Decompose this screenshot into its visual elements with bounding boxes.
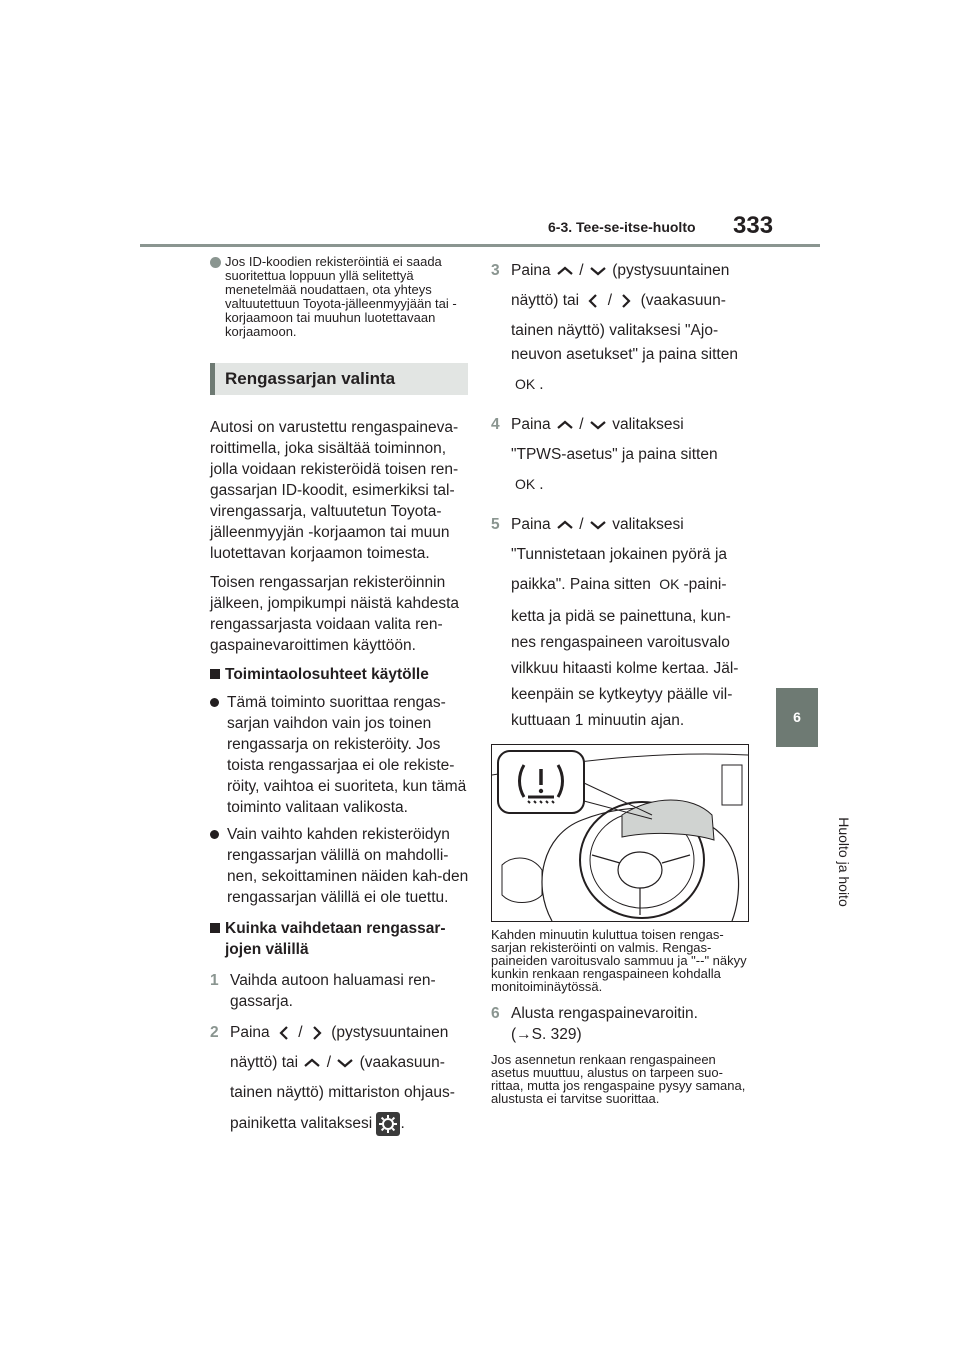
dashboard-illustration	[491, 744, 749, 922]
chapter-tab: 6	[776, 688, 818, 747]
period: .	[400, 1115, 405, 1133]
chapter-label	[776, 757, 852, 907]
steering-wheel-drawing	[492, 745, 748, 921]
period: .	[539, 476, 544, 493]
step-text: Vaihda autoon haluamasi ren-gassarja.	[230, 972, 436, 1010]
chevron-down-icon	[588, 517, 608, 533]
step-body	[511, 514, 753, 734]
right-column	[491, 260, 753, 1115]
chevron-right-icon	[307, 1025, 327, 1041]
step-line: tainen näyttö) mittariston ohjaus-	[230, 1084, 455, 1101]
subheading-howto-text: Kuinka vaihdetaan rengassar-jojen välillä	[225, 920, 446, 958]
slash: /	[579, 262, 584, 279]
step-word: painiketta valitaksesi	[230, 1115, 373, 1133]
step-number: 6	[491, 1005, 500, 1022]
note-text: Jos ID-koodien rekisteröintiä ei saada suoritettua loppuun yllä selitettyä menetelmää noudattaen, ota yhteys valtuutettuun Toyota-jälleenmyyjään tai -korjaamoon tai muuhun luotettavaan korjaamoon.	[225, 254, 457, 339]
left-column	[210, 255, 472, 1152]
step-word: Paina	[511, 516, 551, 533]
intro-paragraph-2: Toisen rengassarjan rekisteröinnin jälkeen, jompikumpi näistä kahdesta rengassarjasta voidaan valita ren-gaspainevaroittimen käyttöön.	[210, 574, 459, 654]
step-line	[511, 574, 753, 604]
slash: /	[326, 1054, 331, 1071]
step-line	[511, 474, 753, 504]
section-header: 6-3. Tee-se-itse-huolto	[548, 219, 696, 235]
chapter-label-text: Huolto ja hoito	[836, 817, 852, 907]
step-number: 1	[210, 972, 219, 989]
chevron-up-icon	[555, 517, 575, 533]
note	[210, 255, 472, 339]
step-body	[230, 1022, 472, 1142]
chevron-up-icon	[302, 1055, 322, 1071]
chevron-up-icon	[555, 417, 575, 433]
step-word: (pystysuuntainen	[612, 262, 730, 279]
step-word: paikka". Paina sitten	[511, 576, 651, 593]
step-line	[511, 374, 753, 404]
section-title: Rengassarjan valinta	[210, 363, 468, 395]
step-line	[230, 1112, 472, 1142]
step-number: 3	[491, 262, 500, 279]
step-line	[511, 260, 753, 290]
slash: /	[579, 416, 584, 433]
step-line: ketta ja pidä se painettuna, kun-nes rengaspaineen varoitusvalo vilkkuu hitaasti kolme kertaa. Jäl-keenpäin se kytkeytyy päälle vil-kuttuaan 1 minuutin ajan.	[511, 608, 739, 729]
step-text: Alusta rengaspainevaroitin.	[511, 1005, 698, 1022]
list-item	[210, 692, 472, 818]
step-line	[230, 1022, 472, 1052]
chevron-down-icon	[588, 263, 608, 279]
step-3	[491, 260, 753, 404]
step-line	[511, 414, 753, 444]
chevron-down-icon	[335, 1055, 355, 1071]
step-line	[511, 290, 753, 320]
subheading-conditions-text: Toimintaolosuhteet käytölle	[225, 666, 429, 683]
step-body	[511, 414, 753, 504]
step-word: -paini-	[683, 576, 727, 593]
step-number: 2	[210, 1024, 219, 1041]
step-word: (vaakasuun-	[359, 1054, 445, 1071]
step-word: Paina	[230, 1024, 270, 1041]
header-rule	[140, 244, 820, 247]
intro-paragraph-1: Autosi on varustettu rengaspaineva-roittimella, joka sisältää toiminnon, jolla voidaan rekisteröidä toisen ren-gassarjan ID-koodit, esimerkiksi tal-virengassarja, valtuutetun Toyota-jälleenmyyjän -korjaamon tai muun luotettavan korjaamon toimesta.	[210, 419, 459, 562]
step-2	[210, 1022, 472, 1142]
chevron-left-icon	[274, 1025, 294, 1041]
bullet-icon	[210, 830, 219, 839]
step-word: valitaksesi	[612, 516, 684, 533]
slash: /	[298, 1024, 303, 1041]
illustration-caption: Kahden minuutin kuluttua toisen rengas-sarjan rekisteröinti on valmis. Rengas-paineiden varoitusvalo sammuu ja "--" näkyy kunkin renkaan rengaspaineen kohdalla monitoiminäytössä.	[491, 927, 747, 994]
ok-button-icon: OK	[659, 576, 680, 592]
page-reference: (→S. 329)	[511, 1026, 582, 1043]
step-word: näyttö) tai	[230, 1054, 299, 1071]
step-word: näyttö) tai	[511, 292, 580, 309]
ok-button-icon: OK	[515, 476, 536, 492]
step-line: "TPWS-asetus" ja paina sitten	[511, 446, 718, 463]
slash: /	[607, 292, 612, 309]
square-bullet-icon	[210, 923, 220, 933]
list-item-text: Vain vaihto kahden rekisteröidyn rengassarjan välillä on mahdolli-nen, sekoittaminen näiden kah-den rengassarjan välillä ei ole tuettu.	[227, 826, 469, 906]
step-number: 4	[491, 416, 500, 433]
list-item-text: Tämä toiminto suorittaa rengas-sarjan vaihdon vain jos toinen rengassarja on rekisteröity. Jos toista rengassarjaa ei ole rekiste-röity, vaihtoa ei suoriteta, kun tämä toiminto valitaan valikosta.	[227, 694, 467, 816]
step-line: neuvon asetukset" ja paina sitten	[511, 346, 738, 363]
settings-gear-icon	[376, 1112, 400, 1136]
step-1	[210, 970, 472, 1012]
step-line	[230, 1052, 472, 1082]
period: .	[539, 376, 544, 393]
square-bullet-icon	[210, 669, 220, 679]
step-body	[511, 1003, 753, 1045]
step-line	[511, 514, 753, 544]
step-number: 5	[491, 516, 500, 533]
final-note: Jos asennetun renkaan rengaspaineen asetus muuttuu, alustus on tarpeen suo-rittaa, mutta jos rengaspaine pysyy samana, alustusta ei tarvitse suorittaa.	[491, 1052, 746, 1106]
ok-button-icon: OK	[515, 376, 536, 392]
step-word: Paina	[511, 262, 551, 279]
step-word: (pystysuuntainen	[331, 1024, 449, 1041]
subheading-howto	[210, 918, 472, 960]
chevron-up-icon	[555, 263, 575, 279]
step-6	[491, 1003, 753, 1045]
list-item	[210, 824, 472, 908]
step-word: valitaksesi	[612, 416, 684, 433]
slash: /	[579, 516, 584, 533]
note-bullet-icon	[210, 257, 221, 268]
subheading-conditions	[210, 664, 472, 685]
page-number: 333	[733, 212, 774, 239]
step-4	[491, 414, 753, 504]
chevron-down-icon	[588, 417, 608, 433]
chevron-right-icon	[616, 293, 636, 309]
step-line: tainen näyttö) valitaksesi "Ajo-	[511, 322, 719, 339]
step-word: Paina	[511, 416, 551, 433]
step-word: (vaakasuun-	[640, 292, 726, 309]
bullet-icon	[210, 698, 219, 707]
step-line: "Tunnistetaan jokainen pyörä ja	[511, 546, 728, 563]
chevron-left-icon	[583, 293, 603, 309]
step-5	[491, 514, 753, 734]
step-body	[511, 260, 753, 404]
